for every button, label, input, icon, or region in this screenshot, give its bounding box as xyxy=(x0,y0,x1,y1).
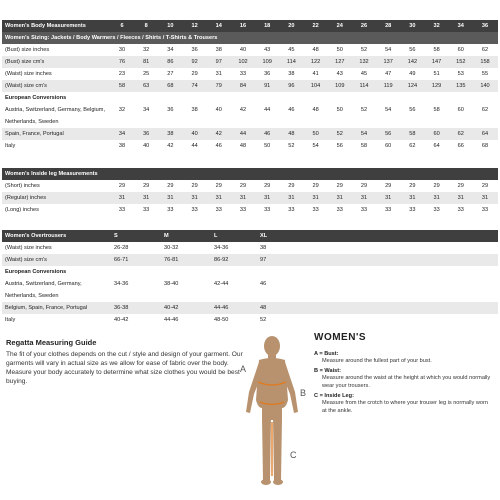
table-cell: 31 xyxy=(481,195,489,201)
table-row xyxy=(2,254,498,266)
table-cell: 29 xyxy=(288,183,295,189)
table-cell: 33 xyxy=(118,207,126,213)
table-cell: 102 xyxy=(238,59,248,65)
legend-desc: Measure around the fullest part of your bust. xyxy=(322,358,432,364)
table-cell: 14 xyxy=(215,23,222,29)
table-cell: 22 xyxy=(312,23,319,29)
table-cell: 29 xyxy=(215,183,222,189)
table-subheader-row xyxy=(2,32,498,44)
table-cell: 132 xyxy=(359,59,369,65)
row-label: Women's Sizing: Jackets / Body Warmers / Fleeces / Shirts / T-Shirts & Trousers xyxy=(5,35,218,41)
table-cell: 64 xyxy=(481,131,489,137)
table-cell: 16 xyxy=(239,23,247,29)
table-cell: 58 xyxy=(433,107,440,113)
row-label: (Bust) size cm's xyxy=(5,59,45,65)
table-cell: 31 xyxy=(433,195,440,201)
row-label: (Waist) size inches xyxy=(5,71,52,77)
table-cell: 38 xyxy=(260,245,267,251)
table-row xyxy=(2,56,498,68)
table-cell: 48 xyxy=(239,143,247,149)
table-cell: 64 xyxy=(433,143,440,149)
table-cell: 40 xyxy=(239,47,247,53)
row-label: (Regular) inches xyxy=(5,195,47,201)
table-cell: 40-42 xyxy=(114,317,129,323)
table-cell: 29 xyxy=(481,183,489,189)
table-cell: 33 xyxy=(288,207,295,213)
table-cell: 29 xyxy=(143,183,150,189)
row-label: (Bust) size inches xyxy=(5,47,50,53)
table-cell: 36-38 xyxy=(114,305,129,311)
table-cell: 68 xyxy=(481,143,489,149)
table-row xyxy=(2,192,498,204)
table-cell: 38 xyxy=(191,107,198,113)
table-cell: 51 xyxy=(433,71,440,77)
table-cell: 97 xyxy=(215,59,222,65)
table-cell: 32 xyxy=(143,47,150,53)
table-cell: 68 xyxy=(167,83,174,89)
table-cell: 62 xyxy=(481,107,489,113)
figure-label-a: A xyxy=(240,364,247,374)
table-cell: 48 xyxy=(288,131,295,137)
table-cell: 34 xyxy=(118,131,126,137)
table-cell: 24 xyxy=(336,23,343,29)
table-cell: 66 xyxy=(457,143,464,149)
size-table xyxy=(2,230,498,326)
table-cell: 60 xyxy=(433,131,440,137)
table-cell: XL xyxy=(260,233,268,239)
table-cell: 92 xyxy=(191,59,198,65)
table-cell: 46 xyxy=(264,131,271,137)
size-table xyxy=(2,168,498,216)
table-cell: 127 xyxy=(335,59,345,65)
table-cell: 45 xyxy=(288,47,295,53)
table-cell: 42 xyxy=(239,107,247,113)
table-cell: 62 xyxy=(457,131,464,137)
table-cell: 31 xyxy=(239,195,247,201)
section-row xyxy=(2,92,498,104)
figure-label-c: C xyxy=(290,450,297,460)
table-cell: 34-36 xyxy=(214,245,229,251)
table-cell: 40 xyxy=(143,143,150,149)
table-row xyxy=(2,180,498,192)
table-cell: 34 xyxy=(143,107,150,113)
legend-term: B = Waist: xyxy=(314,368,341,374)
row-label: (Waist) size inches xyxy=(5,245,52,251)
table-cell: 52 xyxy=(360,47,368,53)
table-row xyxy=(2,204,498,216)
table-cell: 36 xyxy=(191,47,198,53)
table-cell: 33 xyxy=(191,207,198,213)
table-cell: 135 xyxy=(456,83,466,89)
table-cell: 25 xyxy=(143,71,150,77)
table-cell: 36 xyxy=(481,23,489,29)
table-cell: 33 xyxy=(457,207,464,213)
table-header-row xyxy=(2,168,498,180)
table-cell: 60 xyxy=(457,47,464,53)
table-cell: 31 xyxy=(288,195,295,201)
table-cell: 48-50 xyxy=(214,317,229,323)
table-cell: 50 xyxy=(336,107,343,113)
table-cell: 29 xyxy=(433,183,440,189)
table-cell: 124 xyxy=(407,83,418,89)
figure-label-b: B xyxy=(300,388,307,398)
table-cell: 40 xyxy=(215,107,222,113)
table-cell: 44 xyxy=(239,131,247,137)
table-cell: 54 xyxy=(360,131,368,137)
table-cell: 60 xyxy=(457,107,464,113)
table-cell: 50 xyxy=(336,47,343,53)
table-cell: 43 xyxy=(264,47,271,53)
guide-text: The fit of your clothes depends on the cut / style and design of your garment. Our garments will vary in actual size as we allow for ease of fabric over the body. Measure your body accurately to determine what size clothes you would be best buying. xyxy=(6,351,243,385)
table-cell: 10 xyxy=(167,23,174,29)
table-row xyxy=(2,128,498,140)
table-cell: 32 xyxy=(118,107,126,113)
table-cell: 42 xyxy=(215,131,222,137)
table-row xyxy=(2,80,498,92)
table-cell: 40-42 xyxy=(164,305,179,311)
table-cell: 129 xyxy=(431,83,442,89)
table-cell: 38 xyxy=(118,143,126,149)
table-cell: 29 xyxy=(457,183,464,189)
table-cell: 84 xyxy=(239,83,247,89)
table-cell: 8 xyxy=(144,23,148,29)
table-cell: 45 xyxy=(360,71,368,77)
table-cell: 31 xyxy=(215,71,222,77)
table-cell: 31 xyxy=(457,195,464,201)
table-cell: 26 xyxy=(360,23,368,29)
table-cell: 109 xyxy=(335,83,345,89)
table-cell: 30-32 xyxy=(164,245,179,251)
table-cell: 52 xyxy=(336,131,343,137)
table-cell: 31 xyxy=(143,195,150,201)
table-cell: 114 xyxy=(286,59,296,65)
row-label: European Conversions xyxy=(5,95,67,101)
table-cell: 33 xyxy=(239,207,247,213)
table-cell: S xyxy=(114,233,118,239)
table-cell: M xyxy=(164,233,169,239)
table-cell: 56 xyxy=(385,131,392,137)
table-cell: 34-36 xyxy=(114,281,129,287)
row-label: Belgium, Spain, France, Portugal xyxy=(5,305,88,311)
guide-title: Regatta Measuring Guide xyxy=(6,338,97,347)
table-cell: 44-46 xyxy=(214,305,229,311)
table-cell: 31 xyxy=(336,195,343,201)
table-row xyxy=(2,290,498,302)
table-cell: 48 xyxy=(260,305,267,311)
table-cell: 36 xyxy=(143,131,150,137)
row-label: Austria, Switzerland, Germany, xyxy=(5,281,82,287)
table-cell: 48 xyxy=(312,107,319,113)
table-cell: 97 xyxy=(260,257,267,263)
table-cell: L xyxy=(214,233,218,239)
table-cell: 74 xyxy=(191,83,198,89)
table-cell: 43 xyxy=(336,71,343,77)
table-cell: 31 xyxy=(312,195,319,201)
table-cell: 140 xyxy=(480,83,490,89)
row-label: Women's Overtrousers xyxy=(5,233,67,239)
table-cell: 31 xyxy=(215,195,222,201)
table-row xyxy=(2,242,498,254)
table-cell: 91 xyxy=(264,83,271,89)
table-row xyxy=(2,104,498,116)
table-cell: 66-71 xyxy=(114,257,129,263)
table-cell: 32 xyxy=(433,23,440,29)
table-cell: 29 xyxy=(336,183,343,189)
table-cell: 52 xyxy=(260,317,267,323)
table-row xyxy=(2,302,498,314)
table-cell: 31 xyxy=(191,195,198,201)
table-cell: 54 xyxy=(385,47,392,53)
table-cell: 47 xyxy=(385,71,392,77)
table-cell: 81 xyxy=(143,59,150,65)
row-label: (Short) inches xyxy=(5,183,40,189)
row-label: Women's Body Measurements xyxy=(5,23,86,29)
table-cell: 122 xyxy=(310,59,321,65)
table-cell: 18 xyxy=(264,23,271,29)
table-cell: 62 xyxy=(481,47,489,53)
legend-term: A = Bust: xyxy=(314,351,339,357)
table-cell: 30 xyxy=(409,23,416,29)
table-cell: 23 xyxy=(118,71,126,77)
row-label: (Long) inches xyxy=(5,207,39,213)
table-cell: 29 xyxy=(409,183,416,189)
table-cell: 26-28 xyxy=(114,245,129,251)
table-cell: 29 xyxy=(312,183,319,189)
row-label: (Waist) size cm's xyxy=(5,83,47,89)
table-cell: 50 xyxy=(264,143,271,149)
row-label: Italy xyxy=(5,143,16,149)
table-row xyxy=(2,44,498,56)
table-cell: 109 xyxy=(262,59,272,65)
table-cell: 29 xyxy=(118,183,126,189)
table-cell: 42 xyxy=(167,143,174,149)
table-cell: 96 xyxy=(288,83,295,89)
row-label: Austria, Switzerland, Germany, Belgium, xyxy=(5,107,105,113)
table-cell: 49 xyxy=(409,71,416,77)
table-cell: 20 xyxy=(288,23,295,29)
table-cell: 86 xyxy=(167,59,174,65)
table-cell: 33 xyxy=(336,207,343,213)
table-cell: 31 xyxy=(385,195,392,201)
row-label: Italy xyxy=(5,317,16,323)
table-cell: 34 xyxy=(167,47,174,53)
table-cell: 27 xyxy=(167,71,174,77)
table-cell: 33 xyxy=(409,207,416,213)
table-cell: 58 xyxy=(118,83,126,89)
table-cell: 38 xyxy=(215,47,222,53)
table-cell: 114 xyxy=(359,83,369,89)
table-cell: 58 xyxy=(409,131,416,137)
table-header-row xyxy=(2,230,498,242)
table-cell: 60 xyxy=(385,143,392,149)
table-cell: 31 xyxy=(118,195,126,201)
table-cell: 46 xyxy=(288,107,295,113)
row-label: (Waist) size cm's xyxy=(5,257,47,263)
legend-item-inside-leg xyxy=(314,393,494,415)
table-cell: 29 xyxy=(264,183,271,189)
table-cell: 54 xyxy=(385,107,392,113)
table-cell: 29 xyxy=(191,71,198,77)
table-cell: 58 xyxy=(360,143,368,149)
table-cell: 158 xyxy=(480,59,490,65)
legend-item-waist xyxy=(314,368,494,390)
table-row xyxy=(2,278,498,290)
table-cell: 54 xyxy=(312,143,319,149)
table-cell: 63 xyxy=(143,83,150,89)
table-row xyxy=(2,314,498,326)
table-cell: 79 xyxy=(215,83,222,89)
table-cell: 56 xyxy=(409,47,416,53)
table-cell: 44-46 xyxy=(164,317,179,323)
table-cell: 6 xyxy=(120,23,124,29)
table-cell: 33 xyxy=(264,207,271,213)
table-cell: 42-44 xyxy=(214,281,229,287)
table-cell: 29 xyxy=(191,183,198,189)
table-cell: 31 xyxy=(264,195,271,201)
measurement-legend xyxy=(314,332,494,415)
table-cell: 119 xyxy=(383,83,393,89)
table-cell: 104 xyxy=(310,83,321,89)
measuring-guide xyxy=(6,338,246,386)
table-cell: 33 xyxy=(481,207,489,213)
table-cell: 30 xyxy=(118,47,126,53)
table-cell: 152 xyxy=(456,59,466,65)
row-label: Women's Inside leg Measurements xyxy=(5,171,98,177)
table-cell: 44 xyxy=(191,143,198,149)
table-cell: 29 xyxy=(385,183,392,189)
table-cell: 46 xyxy=(260,281,267,287)
table-cell: 48 xyxy=(312,47,319,53)
table-cell: 50 xyxy=(312,131,319,137)
legend-desc: Measure around the waist at the height at which you would normally wear your trousers. xyxy=(322,375,491,389)
body-figure xyxy=(232,330,312,490)
table-cell: 38-40 xyxy=(164,281,179,287)
table-cell: 62 xyxy=(409,143,416,149)
table-cell: 33 xyxy=(385,207,392,213)
table-cell: 33 xyxy=(360,207,368,213)
table-cell: 44 xyxy=(264,107,271,113)
table-cell: 137 xyxy=(383,59,393,65)
row-label: Netherlands, Sweden xyxy=(5,293,59,299)
table-cell: 31 xyxy=(167,195,174,201)
table-cell: 76 xyxy=(118,59,126,65)
table-cell: 34 xyxy=(457,23,464,29)
table-cell: 76-81 xyxy=(164,257,179,263)
table-cell: 28 xyxy=(385,23,392,29)
table-cell: 52 xyxy=(288,143,295,149)
table-cell: 29 xyxy=(239,183,247,189)
table-cell: 53 xyxy=(457,71,464,77)
table-cell: 33 xyxy=(143,207,150,213)
table-cell: 38 xyxy=(167,131,174,137)
table-cell: 40 xyxy=(191,131,198,137)
row-label: European Conversions xyxy=(5,269,67,275)
table-cell: 56 xyxy=(409,107,416,113)
table-cell: 38 xyxy=(288,71,295,77)
table-cell: 86-92 xyxy=(214,257,229,263)
table-cell: 29 xyxy=(360,183,368,189)
legend-desc: Measure from the crotch to where your trouser leg is normally worn at the ankle. xyxy=(322,400,489,414)
table-cell: 31 xyxy=(409,195,416,201)
table-cell: 58 xyxy=(433,47,440,53)
table-cell: 55 xyxy=(481,71,489,77)
section-row xyxy=(2,266,498,278)
table-cell: 33 xyxy=(312,207,319,213)
table-cell: 33 xyxy=(239,71,247,77)
table-cell: 56 xyxy=(336,143,343,149)
row-label: Spain, France, Portugal xyxy=(5,131,64,137)
table-cell: 29 xyxy=(167,183,174,189)
table-cell: 52 xyxy=(360,107,368,113)
size-table xyxy=(2,20,498,152)
legend-item-bust xyxy=(314,351,494,365)
table-cell: 36 xyxy=(264,71,271,77)
row-label: Netherlands, Sweden xyxy=(5,119,59,125)
table-cell: 33 xyxy=(167,207,174,213)
table-row xyxy=(2,140,498,152)
table-row xyxy=(2,68,498,80)
table-cell: 33 xyxy=(433,207,440,213)
table-cell: 142 xyxy=(407,59,418,65)
table-cell: 147 xyxy=(431,59,442,65)
table-cell: 41 xyxy=(312,71,319,77)
table-cell: 31 xyxy=(360,195,368,201)
table-cell: 36 xyxy=(167,107,174,113)
table-row xyxy=(2,116,498,128)
legend-title: WOMEN'S xyxy=(314,332,366,343)
table-cell: 33 xyxy=(215,207,222,213)
table-header-row xyxy=(2,20,498,32)
table-cell: 46 xyxy=(215,143,222,149)
body-silhouette-icon xyxy=(232,330,312,490)
legend-term: C = Inside Leg: xyxy=(314,393,354,399)
table-cell: 12 xyxy=(191,23,198,29)
